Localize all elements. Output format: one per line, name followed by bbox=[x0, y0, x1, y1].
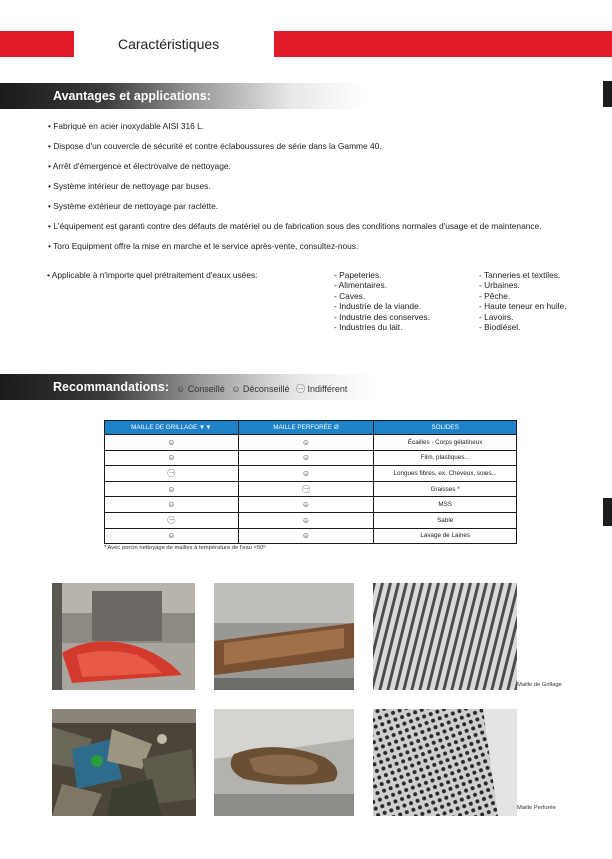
solids-cell: Graisses * bbox=[374, 481, 517, 497]
application-item: - Industrie des conserves. bbox=[334, 311, 430, 322]
application-item: - Haute teneur en huile. bbox=[479, 301, 567, 312]
header-red-bar-left bbox=[0, 31, 74, 57]
grillage-cell: ㊀ bbox=[105, 512, 239, 528]
table-footnote: * Avec porcin nettoyage de mailles à température de l'eau <50º bbox=[104, 545, 266, 551]
application-item: - Caves. bbox=[334, 290, 366, 301]
table-row bbox=[105, 435, 517, 451]
grillage-cell: ☺ bbox=[105, 528, 239, 544]
perforee-cell: ☺ bbox=[238, 466, 374, 482]
table-row bbox=[105, 481, 517, 497]
solids-cell: Sable bbox=[374, 512, 517, 528]
recommendations-table bbox=[104, 420, 517, 544]
application-item: - Lavoirs. bbox=[479, 311, 514, 322]
bullet-item: • Fabriqué en acier inoxydable AISI 316 L. bbox=[48, 121, 205, 131]
bullet-item: • Système intérieur de nettoyage par buses. bbox=[48, 181, 211, 191]
applications-list-2 bbox=[479, 270, 567, 332]
solids-cell: Lavage de Laines bbox=[374, 528, 517, 544]
bullet-item: • Arrêt d'émergence et électrovalve de nettoyage. bbox=[48, 161, 231, 171]
table-row bbox=[105, 450, 517, 466]
perforee-cell: ☺ bbox=[238, 497, 374, 513]
bullet-item: • Toro Equipment offre la mise en marche et le service après-vente, consultez-nous. bbox=[48, 241, 359, 251]
bullet-item: • Système extérieur de nettoyage par raclette. bbox=[48, 201, 219, 211]
perforee-cell: ☺ bbox=[238, 512, 374, 528]
recommendations-legend bbox=[176, 382, 351, 395]
solids-cell: Écailles - Corps gélatineux bbox=[374, 435, 517, 451]
column-header: MAILLE PERFORÉE Ø bbox=[238, 421, 374, 435]
grillage-cell: ㊀ bbox=[105, 466, 239, 482]
photo-screen-brown-solids bbox=[214, 583, 354, 690]
photo-perforated-screen bbox=[373, 709, 517, 816]
section-title-advantages: Avantages et applications: bbox=[53, 89, 211, 103]
application-item: - Industrie de la viande. bbox=[334, 301, 422, 312]
solids-cell: MSS bbox=[374, 497, 517, 513]
application-item: - Tanneries et textiles. bbox=[479, 270, 561, 280]
section-title-recommendations: Recommandations: bbox=[53, 380, 169, 394]
perforee-cell: ☺ bbox=[238, 528, 374, 544]
advantages-list bbox=[47, 121, 587, 252]
application-item: - Industries du lait. bbox=[334, 322, 403, 333]
side-tab-lower bbox=[603, 498, 612, 526]
table-row bbox=[105, 528, 517, 544]
photo-fibrous-solids bbox=[214, 709, 354, 816]
label-maille-grillage: Maille de Grillage bbox=[517, 682, 562, 688]
application-item: - Pêche. bbox=[479, 290, 511, 301]
column-header: SOLIDES bbox=[374, 421, 517, 435]
label-maille-perforee: Maille Perforée bbox=[517, 805, 556, 811]
perforee-cell: ☺ bbox=[238, 450, 374, 466]
solids-cell: Film, plastiques... bbox=[374, 450, 517, 466]
application-item: - Biodiésel. bbox=[479, 322, 521, 333]
bullet-item: • L'équipement est garanti contre des défauts de matériel ou de fabrication sous des conditions normales d'usage et de maintenance. bbox=[48, 221, 542, 231]
grillage-cell: ☺ bbox=[105, 497, 239, 513]
table-row bbox=[105, 512, 517, 528]
solids-cell: Longues fibres, ex. Cheveux, soies... bbox=[374, 466, 517, 482]
perforee-cell: ㊀ bbox=[238, 481, 374, 497]
page-title: Caractéristiques bbox=[118, 36, 220, 52]
application-item: - Alimentaires. bbox=[334, 280, 388, 291]
photo-wedge-wire-screen bbox=[373, 583, 517, 690]
legend-not-recommended: ☺ Déconseillé bbox=[231, 384, 290, 394]
table-header-row bbox=[105, 421, 517, 435]
header-red-bar-right bbox=[274, 31, 612, 57]
bullet-item: • Dispose d'un couvercle de sécurité et contre éclaboussures de série dans la Gamme 40. bbox=[48, 141, 382, 151]
table-row bbox=[105, 497, 517, 513]
grillage-cell: ☺ bbox=[105, 435, 239, 451]
legend-recommended: ☺ Conseillé bbox=[176, 384, 225, 394]
photo-mixed-waste bbox=[52, 709, 196, 816]
table-row bbox=[105, 466, 517, 482]
side-tab-upper bbox=[603, 81, 612, 107]
applications-label: • Applicable à n'importe quel prétraitement d'eaux usées: bbox=[47, 270, 258, 280]
applications-list-1 bbox=[334, 270, 430, 332]
photo-screen-red-solids bbox=[52, 583, 195, 690]
grillage-cell: ☺ bbox=[105, 450, 239, 466]
column-header: MAILLE DE GRILLAGE ▼▼ bbox=[105, 421, 239, 435]
grillage-cell: ☺ bbox=[105, 481, 239, 497]
application-item: - Papeteries. bbox=[334, 270, 382, 280]
perforee-cell: ☺ bbox=[238, 435, 374, 451]
legend-indifferent: ㊀ Indifférent bbox=[295, 384, 348, 394]
application-item: - Urbaines. bbox=[479, 280, 520, 291]
